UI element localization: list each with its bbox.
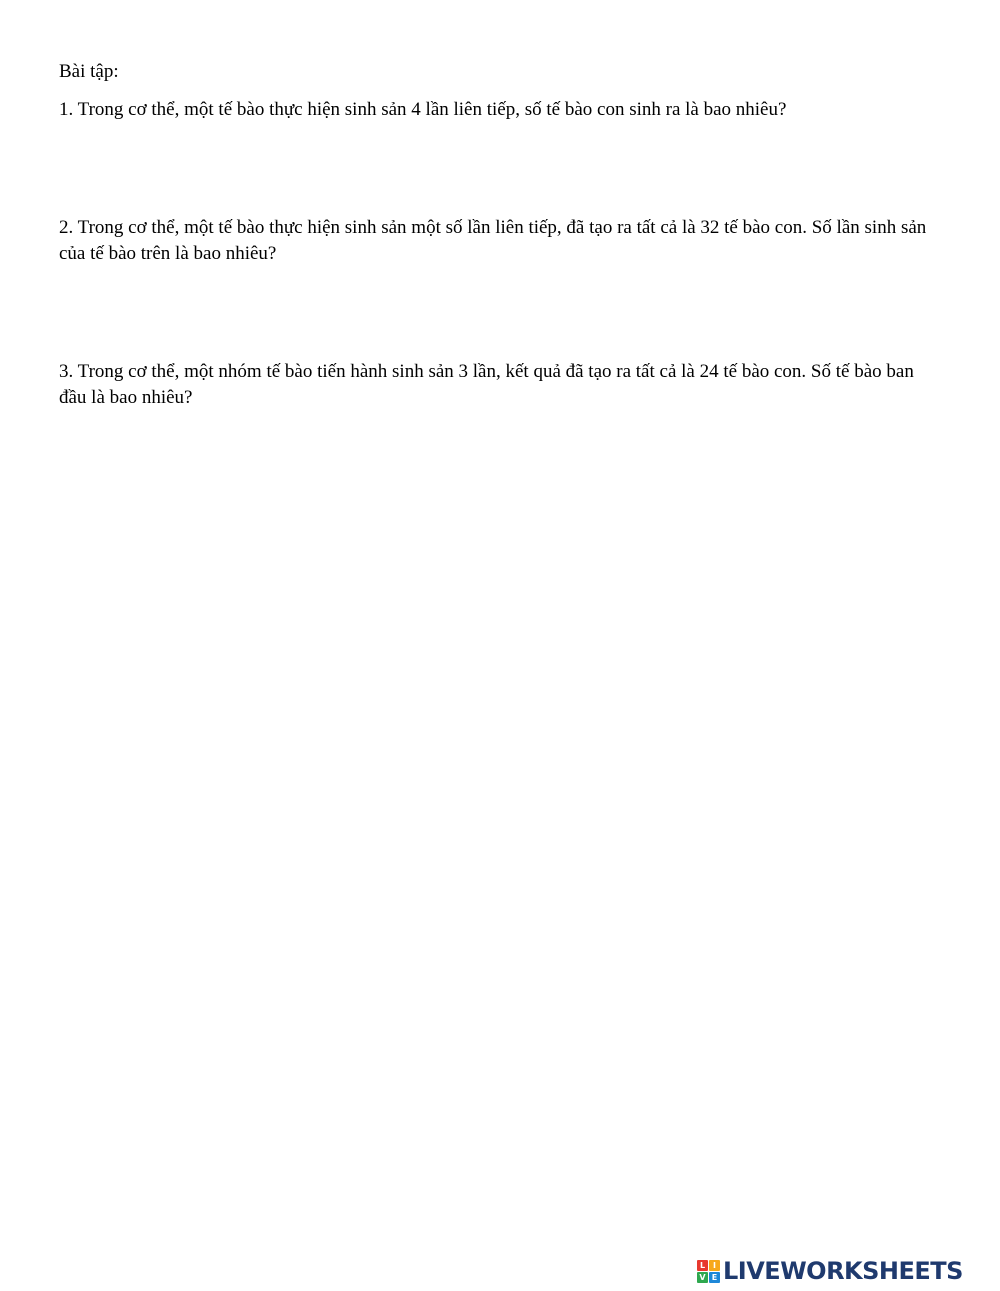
- worksheet-heading: Bài tập:: [59, 61, 119, 82]
- logo-mark-tile: I: [709, 1260, 720, 1271]
- logo-text: LIVEWORKSHEETS: [723, 1257, 963, 1285]
- logo-mark-tile: L: [697, 1260, 708, 1271]
- liveworksheets-logo: [697, 1257, 963, 1285]
- logo-mark-tile: V: [697, 1272, 708, 1283]
- logo-mark-tile: E: [709, 1272, 720, 1283]
- logo-mark-icon: [697, 1260, 720, 1283]
- question-1: 1. Trong cơ thể, một tế bào thực hiện sinh sản 4 lần liên tiếp, số tế bào con sinh ra là bao nhiêu?: [59, 99, 787, 120]
- question-3: 3. Trong cơ thể, một nhóm tế bào tiến hành sinh sản 3 lần, kết quả đã tạo ra tất cả là 24 tế bào con. Số tế bào ban đầu là bao nhiêu?: [59, 361, 914, 408]
- question-2: 2. Trong cơ thể, một tế bào thực hiện sinh sản một số lần liên tiếp, đã tạo ra tất cả là 32 tế bào con. Số lần sinh sản của tế bào trên là bao nhiêu?: [59, 217, 927, 264]
